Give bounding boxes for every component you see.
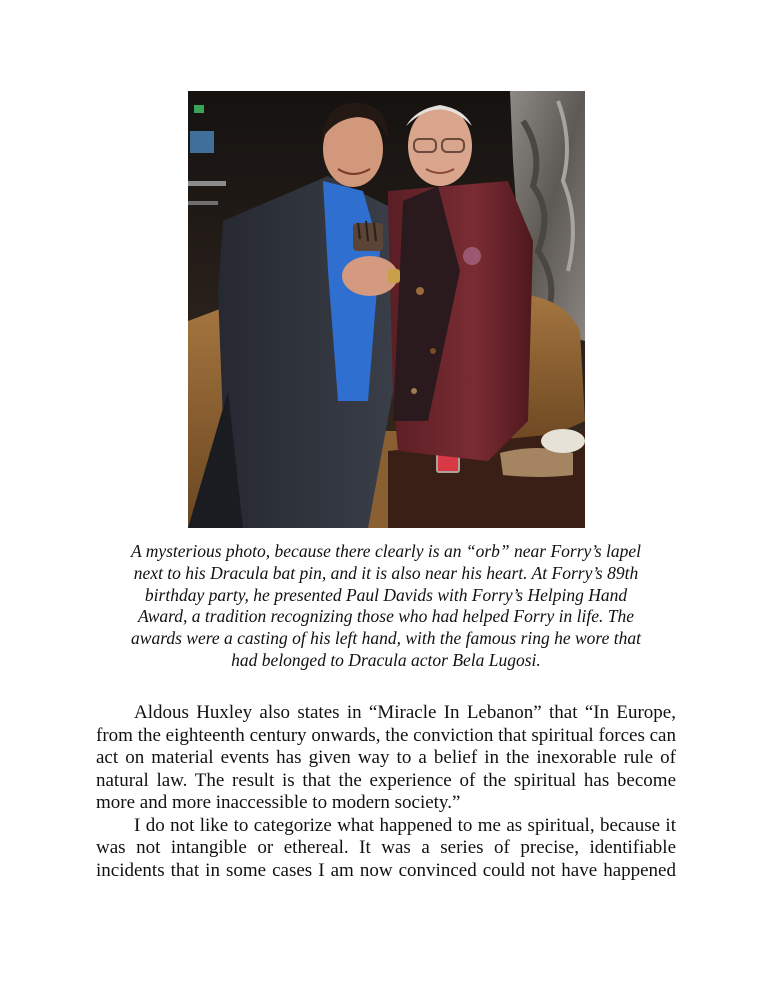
caption-line: Award, a tradition recognizing those who had helped Forry in life. The — [138, 606, 634, 627]
photo-caption — [96, 541, 676, 672]
caption-line: awards were a casting of his left hand, with the famous ring he wore that — [131, 628, 641, 649]
photo-illustration — [188, 91, 585, 528]
paragraph-line: I do not like to categorize what happened to me as spiritual, because it — [134, 814, 676, 836]
paragraph-huxley-quote — [96, 702, 676, 815]
paragraph-line: more and more inaccessible to modern society.” — [96, 792, 461, 813]
paragraph-line: incidents that in some cases I am now convinced could not have happened — [96, 859, 676, 881]
photo-two-men-award — [188, 91, 585, 528]
body-text — [96, 702, 676, 882]
caption-line: A mysterious photo, because there clearly is an “orb” near Forry’s lapel — [130, 541, 642, 561]
caption-line: next to his Dracula bat pin, and it is also near his heart. At Forry’s 89th — [133, 562, 639, 583]
paragraph-line: Aldous Huxley also states in “Miracle In Lebanon” that “In Europe, — [134, 702, 676, 723]
paragraph-categorize — [96, 815, 676, 883]
paragraph-line: from the eighteenth century onwards, the conviction that spiritual forces can — [96, 724, 676, 746]
paragraph-line: was not intangible or ethereal. It was a series of precise, identifiable — [96, 837, 676, 858]
paragraph-line: act on material events has given way to a belief in the inexorable rule of — [96, 747, 676, 768]
caption-line: birthday party, he presented Paul Davids with Forry’s Helping Hand — [144, 584, 628, 605]
paragraph-line: natural law. The result is that the experience of the spiritual has become — [96, 769, 676, 791]
caption-line: had belonged to Dracula actor Bela Lugosi. — [231, 649, 541, 670]
